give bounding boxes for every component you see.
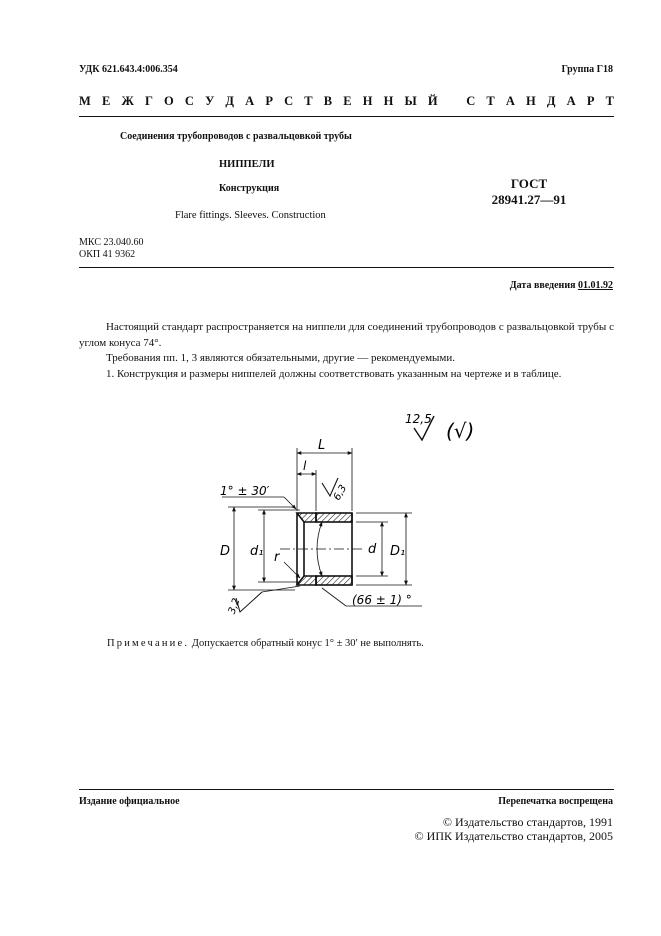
drawing-note: [107, 638, 424, 649]
banner-letter: Е: [101, 94, 111, 108]
title-name: НИППЕЛИ: [219, 159, 275, 170]
banner-letter: Н: [526, 94, 536, 108]
roughness-32-label: 3,2: [226, 596, 243, 616]
banner-letter: С: [184, 94, 194, 108]
body-text: [79, 320, 614, 382]
footer-rule: [79, 789, 614, 790]
banner-letter: Т: [605, 94, 614, 108]
note-label: Примечание.: [107, 638, 190, 649]
header-rule: [79, 267, 614, 268]
introduction-date: [510, 280, 613, 291]
date-value: 01.01.92: [578, 280, 613, 291]
title-kind: Конструкция: [219, 183, 280, 194]
banner-letter: С: [466, 94, 476, 108]
dimension-d1: d₁: [250, 544, 264, 559]
banner-letter: Н: [383, 94, 394, 108]
banner-rule: [79, 116, 614, 117]
banner-letter: Н: [362, 94, 373, 108]
banner-letter: Д: [225, 94, 235, 108]
banner-letter: Е: [343, 94, 352, 108]
banner-letter: Т: [304, 94, 313, 108]
roughness-other-label: (√): [446, 419, 475, 443]
paragraph-requirements: Требования пп. 1, 3 являются обязательными, другие — рекомендуемыми.: [106, 352, 456, 364]
banner-letter: Д: [546, 94, 556, 108]
banner-letter: Т: [486, 94, 495, 108]
copyright-1991: © Издательство стандартов, 1991: [442, 815, 613, 829]
title-english: Flare fittings. Sleeves. Construction: [175, 210, 326, 221]
banner-letter: Г: [144, 94, 153, 108]
copyright-2005: © ИПК Издательство стандартов, 2005: [414, 829, 613, 843]
reprint-prohibited: Перепечатка воспрещена: [498, 796, 613, 807]
banner-letter: [449, 94, 455, 109]
banner-letter: А: [566, 94, 576, 108]
roughness-main-label: 12,5: [405, 412, 432, 426]
banner-letter: У: [205, 94, 215, 108]
official-edition: Издание официальное: [79, 796, 180, 807]
banner-letter: Ы: [404, 94, 417, 108]
banner-letter: О: [164, 94, 174, 108]
roughness-main-symbol: [405, 412, 434, 440]
mks-code: МКС 23.040.60: [79, 237, 144, 248]
group-code: Группа Г18: [561, 64, 613, 75]
copyright-block: [415, 815, 613, 843]
roughness-63-label: 6,3: [331, 483, 350, 503]
udk-code: УДК 621.643.4:006.354: [79, 64, 178, 75]
cone-angle-label: (66 ± 1) °: [352, 593, 412, 607]
banner-letter: М: [79, 94, 91, 108]
paragraph-construction: 1. Конструкция и размеры ниппелей должны соответствовать указанным на чертеже и в таблице.: [106, 367, 562, 380]
banner-letter: В: [323, 94, 333, 108]
banner-letter: А: [245, 94, 255, 108]
gost-number: 28941.27—91: [491, 192, 567, 207]
banner-letter: Ж: [121, 94, 134, 108]
banner-letter: Р: [586, 94, 595, 108]
banner-letter: Й: [427, 94, 438, 108]
banner-letter: Р: [265, 94, 273, 108]
gost-label: ГОСТ: [510, 176, 548, 191]
dimension-L: L: [318, 438, 326, 453]
gost-designation: [480, 176, 578, 208]
dimension-D1: D₁: [390, 544, 406, 559]
title-subject: Соединения трубопроводов с развальцовкой трубы: [120, 131, 352, 142]
standard-banner: [79, 94, 614, 109]
banner-letter: А: [505, 94, 515, 108]
paragraph-scope: Настоящий стандарт распространяется на ниппели для соединений трубопроводов с развальцовкой трубы с углом конуса 74°.: [79, 321, 614, 349]
dimension-D: D: [220, 544, 231, 559]
date-label: Дата введения: [509, 280, 576, 291]
note-text: Допускается обратный конус 1° ± 30′ не выполнять.: [189, 638, 424, 649]
classification-codes: [79, 237, 143, 261]
okp-code: ОКП 41 9362: [79, 249, 136, 260]
banner-letter: С: [284, 94, 294, 108]
dimension-r: r: [274, 550, 280, 565]
dimension-d: d: [368, 542, 377, 557]
dimension-l: l: [303, 459, 307, 473]
sleeve-drawing: [0, 400, 661, 630]
back-cone-angle-label: 1° ± 30′: [220, 484, 270, 498]
